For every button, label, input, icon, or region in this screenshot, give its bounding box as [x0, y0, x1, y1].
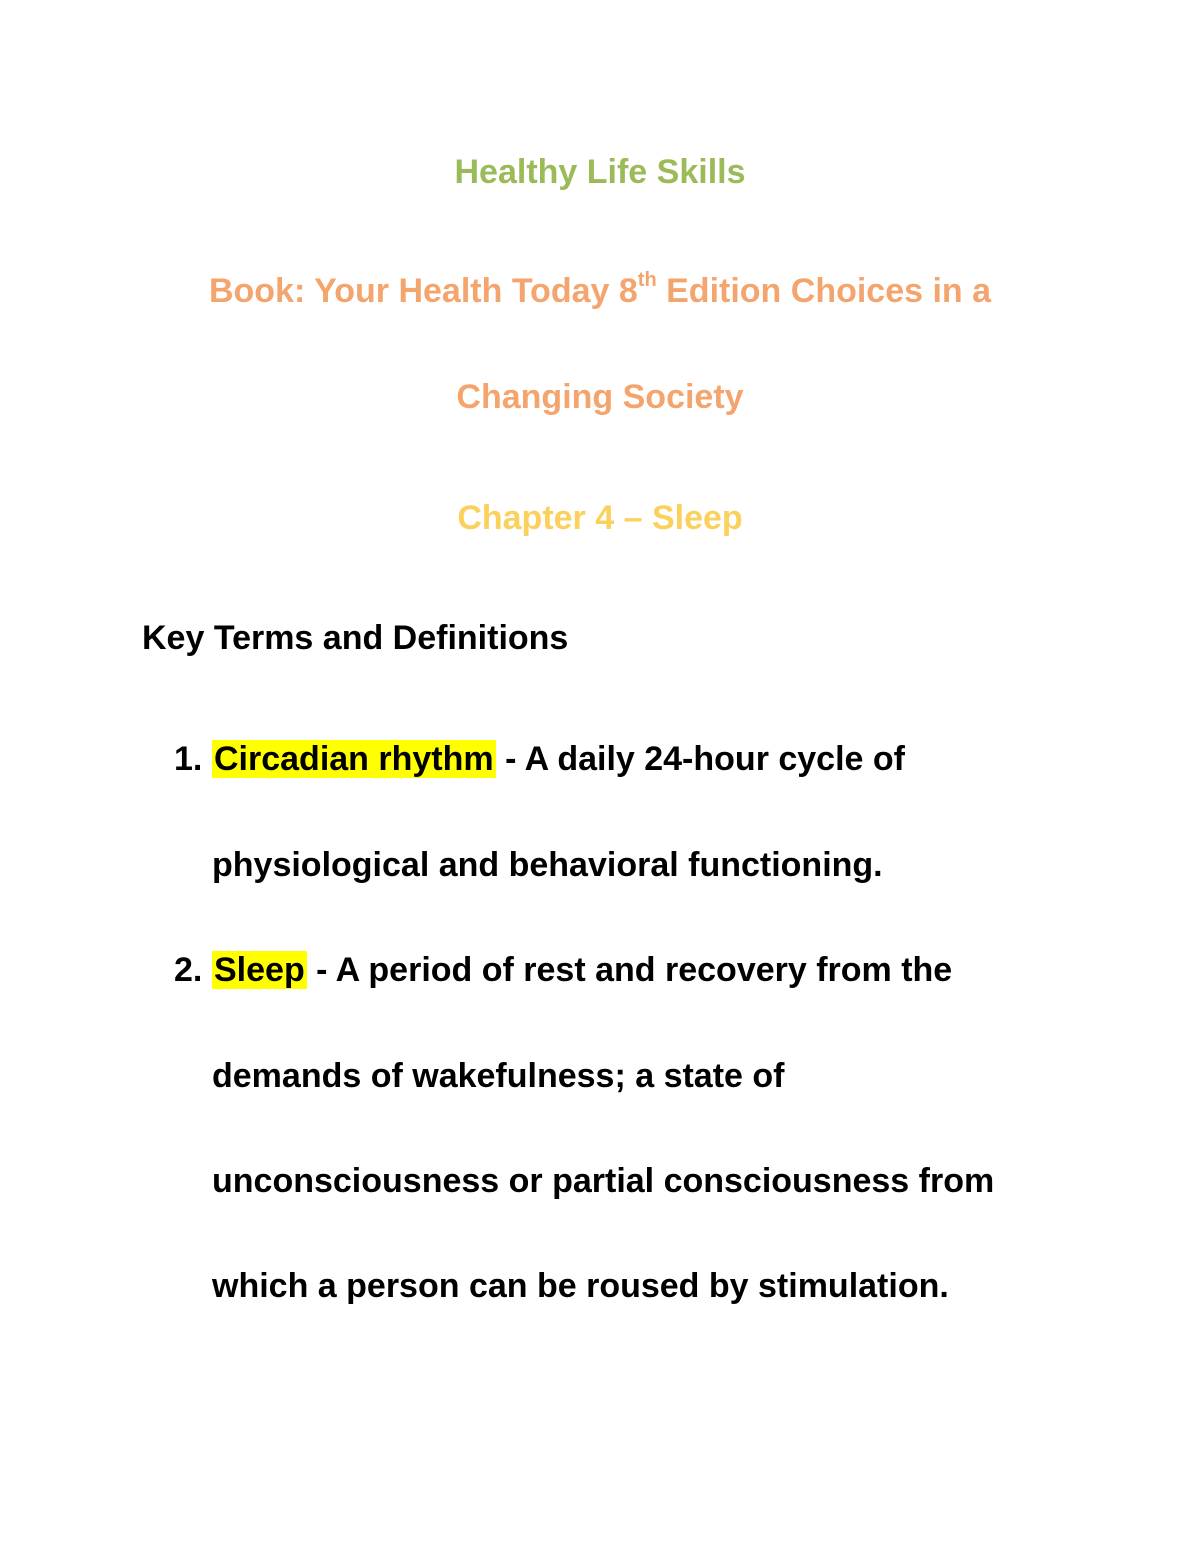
section-heading	[142, 618, 568, 658]
term-number	[174, 950, 202, 990]
term-definition-start: - A daily 24-hour cycle of	[495, 740, 905, 778]
chapter-title	[0, 498, 1200, 538]
document-title-text: Healthy Life Skills	[454, 153, 746, 191]
book-title-suffix: Edition Choices in a	[656, 272, 992, 310]
definition-line: which a person can be roused by stimulation.	[212, 1267, 949, 1305]
chapter-title-text: Chapter 4 – Sleep	[457, 499, 743, 537]
definition-line: unconsciousness or partial consciousness from	[212, 1162, 995, 1200]
term-definition-start: - A period of rest and recovery from the	[306, 951, 953, 989]
term-definition-continuation	[212, 1056, 785, 1096]
book-title-line-1	[0, 268, 1200, 311]
term-line	[212, 739, 905, 779]
term-highlight: Sleep	[214, 951, 305, 989]
book-title-superscript: th	[637, 268, 657, 291]
definition-line: physiological and behavioral functioning.	[212, 846, 883, 884]
book-title-prefix: Book: Your Health Today 8	[208, 272, 638, 310]
term-definition-continuation	[212, 1161, 994, 1201]
term-line	[212, 950, 952, 990]
document-title	[0, 152, 1200, 192]
term-number-text: 1.	[174, 740, 203, 778]
definition-line: demands of wakefulness; a state of	[212, 1057, 785, 1095]
term-definition-continuation	[212, 1266, 949, 1306]
term-highlight: Circadian rhythm	[214, 740, 494, 778]
book-title-line-2	[0, 377, 1200, 417]
book-title-continuation: Changing Society	[456, 378, 744, 416]
term-number	[174, 739, 202, 779]
section-heading-text: Key Terms and Definitions	[142, 619, 569, 657]
term-number-text: 2.	[174, 951, 203, 989]
term-definition-continuation	[212, 845, 883, 885]
